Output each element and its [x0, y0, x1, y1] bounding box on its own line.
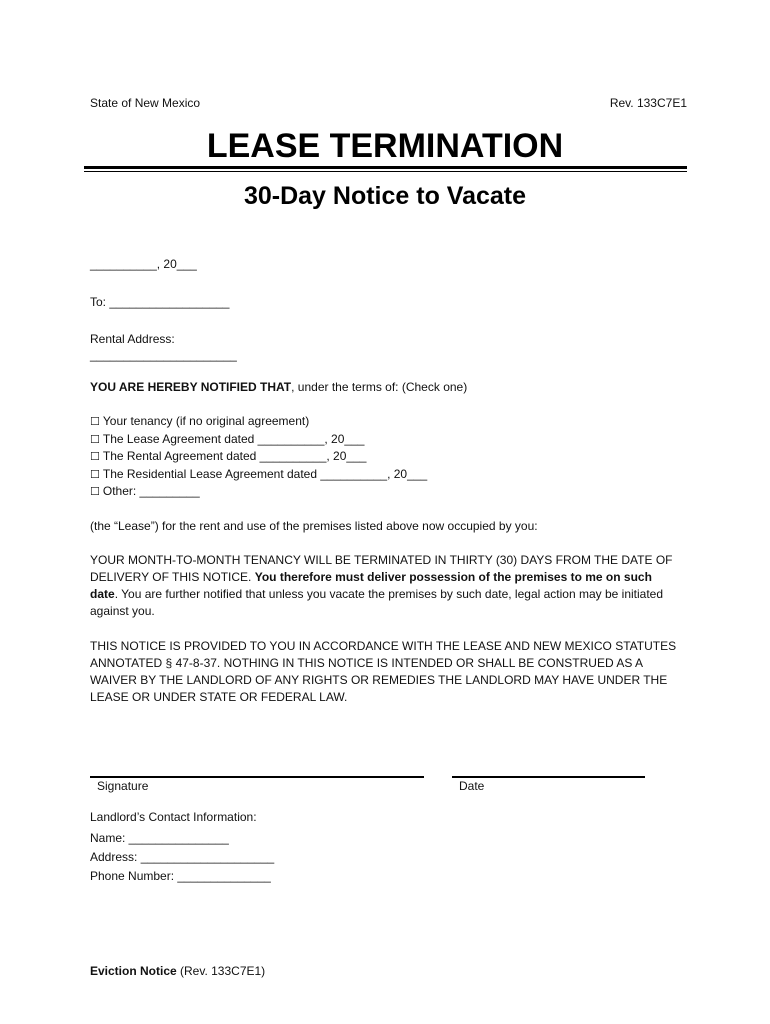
option-label: Other: _________ — [102, 484, 200, 499]
checkbox-icon[interactable]: ☐ — [90, 415, 100, 428]
option-label: The Residential Lease Agreement dated __________, 20___ — [102, 466, 428, 481]
landlord-address-field: Address: ____________________ — [90, 850, 275, 864]
option-lease-agreement[interactable] — [90, 431, 427, 449]
option-rental-agreement[interactable] — [90, 448, 427, 466]
title-divider-thick — [84, 166, 687, 169]
notice-intro — [90, 379, 467, 396]
landlord-phone-field: Phone Number: ______________ — [90, 869, 271, 883]
option-residential-lease[interactable] — [90, 466, 427, 484]
lease-type-checklist — [90, 413, 427, 501]
document-subtitle: 30-Day Notice to Vacate — [243, 182, 527, 210]
document-title: LEASE TERMINATION — [206, 127, 564, 165]
checkbox-icon[interactable]: ☐ — [90, 450, 100, 464]
footer-revision: (Rev. 133C7E1) — [176, 964, 266, 978]
checkbox-icon[interactable]: ☐ — [90, 485, 100, 499]
termination-bold-text: You therefore must deliver possession of the premises to me on such date — [90, 570, 652, 601]
date-field: __________, 20___ — [90, 257, 197, 271]
notice-intro-rest: , under the terms of: (Check one) — [291, 380, 468, 394]
revision-label: Rev. 133C7E1 — [609, 96, 687, 110]
footer-title: Eviction Notice — [90, 964, 177, 978]
title-divider-thin — [84, 171, 687, 172]
option-label: Your tenancy (if no original agreement) — [102, 414, 310, 428]
lease-sentence: (the “Lease”) for the rent and use of the premises listed above now occupied by you: — [90, 519, 538, 533]
rental-address-field: ______________________ — [90, 348, 237, 362]
notice-intro-bold: YOU ARE HEREBY NOTIFIED THAT — [90, 380, 292, 394]
option-other[interactable] — [90, 483, 427, 501]
rental-address-label: Rental Address: — [90, 332, 175, 346]
option-tenancy[interactable] — [90, 413, 427, 431]
termination-text-end: . You are further notified that unless you vacate the premises by such date, legal action may be initiated against you. — [90, 587, 664, 618]
landlord-contact-heading: Landlord’s Contact Information: — [90, 810, 257, 824]
termination-paragraph — [90, 552, 680, 620]
option-label: The Lease Agreement dated __________, 20___ — [102, 431, 365, 446]
state-label: State of New Mexico — [90, 96, 201, 110]
signature-label: Signature — [97, 779, 149, 793]
termination-text: YOUR MONTH-TO-MONTH TENANCY WILL BE TERMINATED IN THIRTY (30) DAYS FROM THE DATE OF DELIVERY OF THIS NOTICE. — [90, 553, 673, 584]
landlord-name-field: Name: _______________ — [90, 831, 229, 845]
date-label: Date — [459, 779, 485, 793]
statute-paragraph: THIS NOTICE IS PROVIDED TO YOU IN ACCORDANCE WITH THE LEASE AND NEW MEXICO STATUTES ANNOTATED § 47-8-37. NOTHING IN THIS NOTICE IS INTENDED OR SHALL BE CONSTRUED AS A WAIVER BY THE LANDLORD OF ANY RIGHTS OR REMEDIES THE LANDLORD MAY HAVE UNDER THE LEASE OR UNDER STATE OR FEDERAL LAW. — [90, 639, 677, 704]
option-label: The Rental Agreement dated __________, 20___ — [102, 449, 367, 464]
checkbox-icon[interactable]: ☐ — [90, 467, 100, 481]
recipient-field: To: __________________ — [90, 295, 230, 309]
footer — [90, 963, 265, 980]
checkbox-icon[interactable]: ☐ — [90, 432, 100, 446]
